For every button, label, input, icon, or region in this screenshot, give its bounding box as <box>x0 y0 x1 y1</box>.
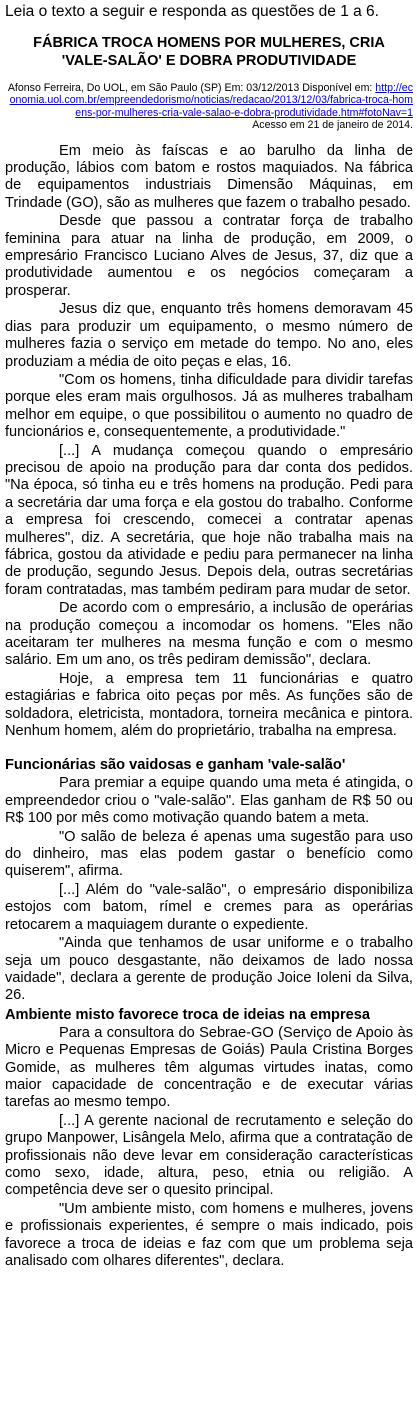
article-paragraph: Para a consultora do Sebrae-GO (Serviço de Apoio às Micro e Pequenas Empresas de Goiás) Paula Cristina Borges Gomide, as mulheres têm algumas virtudes inatas, como maior capacidade de concentração e de executar várias tarefas ao mesmo tempo. <box>5 1024 413 1111</box>
article-paragraph: "Com os homens, tinha dificuldade para dividir tarefas porque eles eram mais orgulhosos. Já as mulheres trabalham melhor em equipe, o que possibilitou o aumento no quadro de funcionários e, consequentemente, a produtividade." <box>5 371 413 441</box>
article-paragraph: [...] A mudança começou quando o empresário precisou de apoio na produção para dar conta dos pedidos. "Na época, só tinha eu e três homens na produção. Pedi para a secretária dar uma força e ela gostou do trabalho. Conforme a empresa foi crescendo, comecei a contratar apenas mulheres", diz. A secretária, que hoje não trabalha mais na fábrica, gostou da atividade e pediu para permanecer na linha de produção, segundo Jesus. Depois dela, outras secretárias foram contratadas, mas também pediram para mudar de setor. <box>5 442 413 598</box>
article-paragraph: [...] A gerente nacional de recrutamento e seleção do grupo Manpower, Lisângela Melo, afirma que a contratação de profissionais não deve levar em consideração características como sexo, idade, altura, peso, etnia ou religião. A competência deve ser o quesito principal. <box>5 1112 413 1199</box>
article-paragraph: Jesus diz que, enquanto três homens demoravam 45 dias para produzir um equipamento, o mesmo número de mulheres fazia o serviço em metade do tempo. No ano, eles produziam a média de oito peças e elas, 16. <box>5 301 413 370</box>
article-paragraph: "Um ambiente misto, com homens e mulheres, jovens e profissionais experientes, é sempre o mais indicado, pois favorece a troca de ideias e faz com que um problema seja analisado com olhares diferentes", declara. <box>5 1200 413 1269</box>
article-paragraph: "O salão de beleza é apenas uma sugestão para uso do dinheiro, mas elas podem gastar o benefício como quiserem", afirma. <box>5 828 413 880</box>
article-paragraph: [...] Além do "vale-salão", o empresário disponibiliza estojos com batom, rímel e cremes para as operárias retocarem a maquiagem durante o expediente. <box>5 881 413 933</box>
instruction-line: Leia o texto a seguir e responda as questões de 1 a 6. <box>5 3 379 20</box>
article-paragraph: "Ainda que tenhamos de usar uniforme e o trabalho seja um pouco desgastante, não deixamos de lado nossa vaidade", declara a gerente de produção Joice Ioleni da Silva, 26. <box>5 935 413 1004</box>
article-source <box>5 82 413 132</box>
section-heading: Ambiente misto favorece troca de ideias na empresa <box>5 1006 370 1023</box>
source-link[interactable]: http://economia.uol.com.br/empreendedorismo/noticias/redacao/2013/12/03/fabrica-troca-homens-por-mulheres-cria-vale-salao-e-dobra-produtividade.htm#fotoNav=1 <box>9 82 413 119</box>
article-paragraph: Hoje, a empresa tem 11 funcionárias e quatro estagiárias e fabrica oito peças por mês. As funções são de soldadora, eletricista, montadora, torneira mecânica e pintora. Nenhum homem, além do proprietário, trabalha na empresa. <box>5 670 413 740</box>
article-paragraph: Para premiar a equipe quando uma meta é atingida, o empreendedor criou o "vale-salão". Elas ganham de R$ 50 ou R$ 100 por mês como motivação quando batem a meta. <box>5 775 413 827</box>
article-paragraph: Em meio às faíscas e ao barulho da linha de produção, lábios com batom e rostos maquiados. Na fábrica de equipamentos industriais Dimensão Máquinas, em Trindade (GO), são as mulheres que fazem o trabalho pesado. <box>5 142 413 211</box>
access-date: Acesso em 21 de janeiro de 2014. <box>252 119 413 132</box>
source-credit: Afonso Ferreira, Do UOL, em São Paulo (SP) Em: 03/12/2013 Disponível em: <box>7 82 373 94</box>
section-heading: Funcionárias são vaidosas e ganham 'vale-salão' <box>5 757 346 774</box>
article-title: FÁBRICA TROCA HOMENS POR MULHERES, CRIA 'VALE-SALÃO' E DOBRA PRODUTIVIDADE <box>33 35 385 69</box>
article-paragraph: Desde que passou a contratar força de trabalho feminina para atuar na linha de produção, em 2009, o empresário Francisco Luciano Alves de Jesus, 37, diz que a produtividade aumentou e os negócios começaram a prosperar. <box>5 213 413 299</box>
article-paragraph: De acordo com o empresário, a inclusão de operárias na produção começou a incomodar os homens. "Eles não aceitaram ter mulheres na mesma função e com o mesmo salário. Em um ano, os três pediram demissão", declara. <box>5 600 413 669</box>
